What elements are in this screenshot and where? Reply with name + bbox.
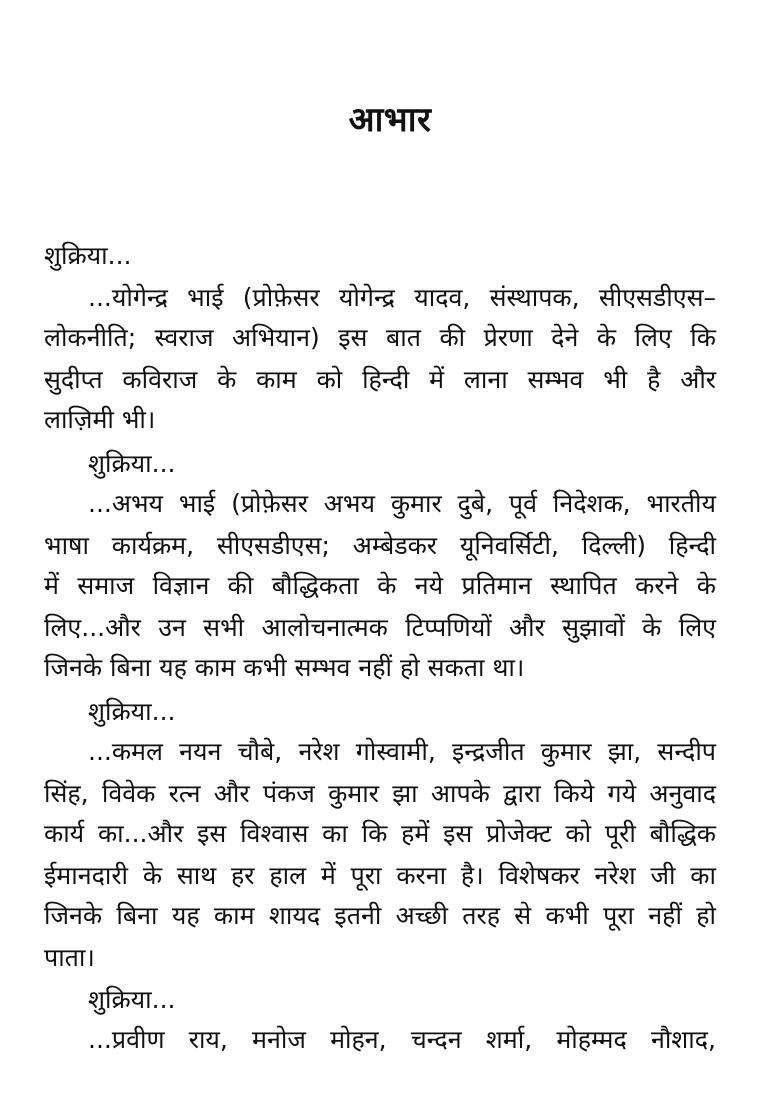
paragraph-heading: शुक्रिया...: [88, 985, 176, 1014]
paragraph-heading: शुक्रिया...: [88, 697, 176, 726]
paragraph-line: लाज़िमी भी।: [44, 405, 156, 434]
paragraph-line: लिए...और उन सभी आलोचनात्मक टिप्पणियों और सुझावों के लिए: [44, 613, 716, 642]
paragraph-line: कार्य का...और इस विश्वास का कि हमें इस प्रोजेक्ट को पूरी बौद्धिक: [44, 819, 716, 848]
paragraph-line: पाता।: [44, 943, 95, 972]
page-title: आभार: [348, 100, 432, 140]
paragraph-heading: शुक्रिया...: [44, 241, 132, 270]
paragraph-line: भाषा कार्यक्रम, सीएसडीएस; अम्बेडकर यूनिवर्सिटी, दिल्ली) हिन्दी: [44, 531, 716, 560]
paragraph-line: में समाज विज्ञान की बौद्धिकता के नये प्रतिमान स्थापित करने के: [44, 571, 716, 600]
paragraph-line: लोकनीति; स्वराज अभियान) इस बात की प्रेरणा देने के लिए कि: [44, 323, 716, 352]
paragraph-line: ईमानदारी के साथ हर हाल में पूरा करना है। विशेषकर नरेश जी का: [44, 861, 716, 890]
paragraph-line: जिनके बिना यह काम शायद इतनी अच्छी तरह से कभी पूरा नहीं हो: [44, 901, 716, 930]
paragraph-line: ...अभय भाई (प्रोफ़ेसर अभय कुमार दुबे, पूर्व निदेशक, भारतीय: [88, 489, 716, 518]
paragraph-line: सिंह, विवेक रत्न और पंकज कुमार झा आपके द्वारा किये गये अनुवाद: [44, 779, 716, 808]
paragraph-line: जिनके बिना यह काम कभी सम्भव नहीं हो सकता था।: [44, 653, 525, 682]
paragraph-line: ...प्रवीण राय, मनोज मोहन, चन्दन शर्मा, मोहम्मद नौशाद,: [88, 1025, 716, 1054]
paragraph-heading: शुक्रिया...: [88, 449, 176, 478]
paragraph-line: ...योगेन्द्र भाई (प्रोफ़ेसर योगेन्द्र यादव, संस्थापक, सीएसडीएस–: [88, 283, 716, 312]
paragraph-line: सुदीप्त कविराज के काम को हिन्दी में लाना सम्भव भी है और: [44, 365, 716, 394]
paragraph-line: ...कमल नयन चौबे, नरेश गोस्वामी, इन्द्रजीत कुमार झा, सन्दीप: [88, 737, 716, 766]
